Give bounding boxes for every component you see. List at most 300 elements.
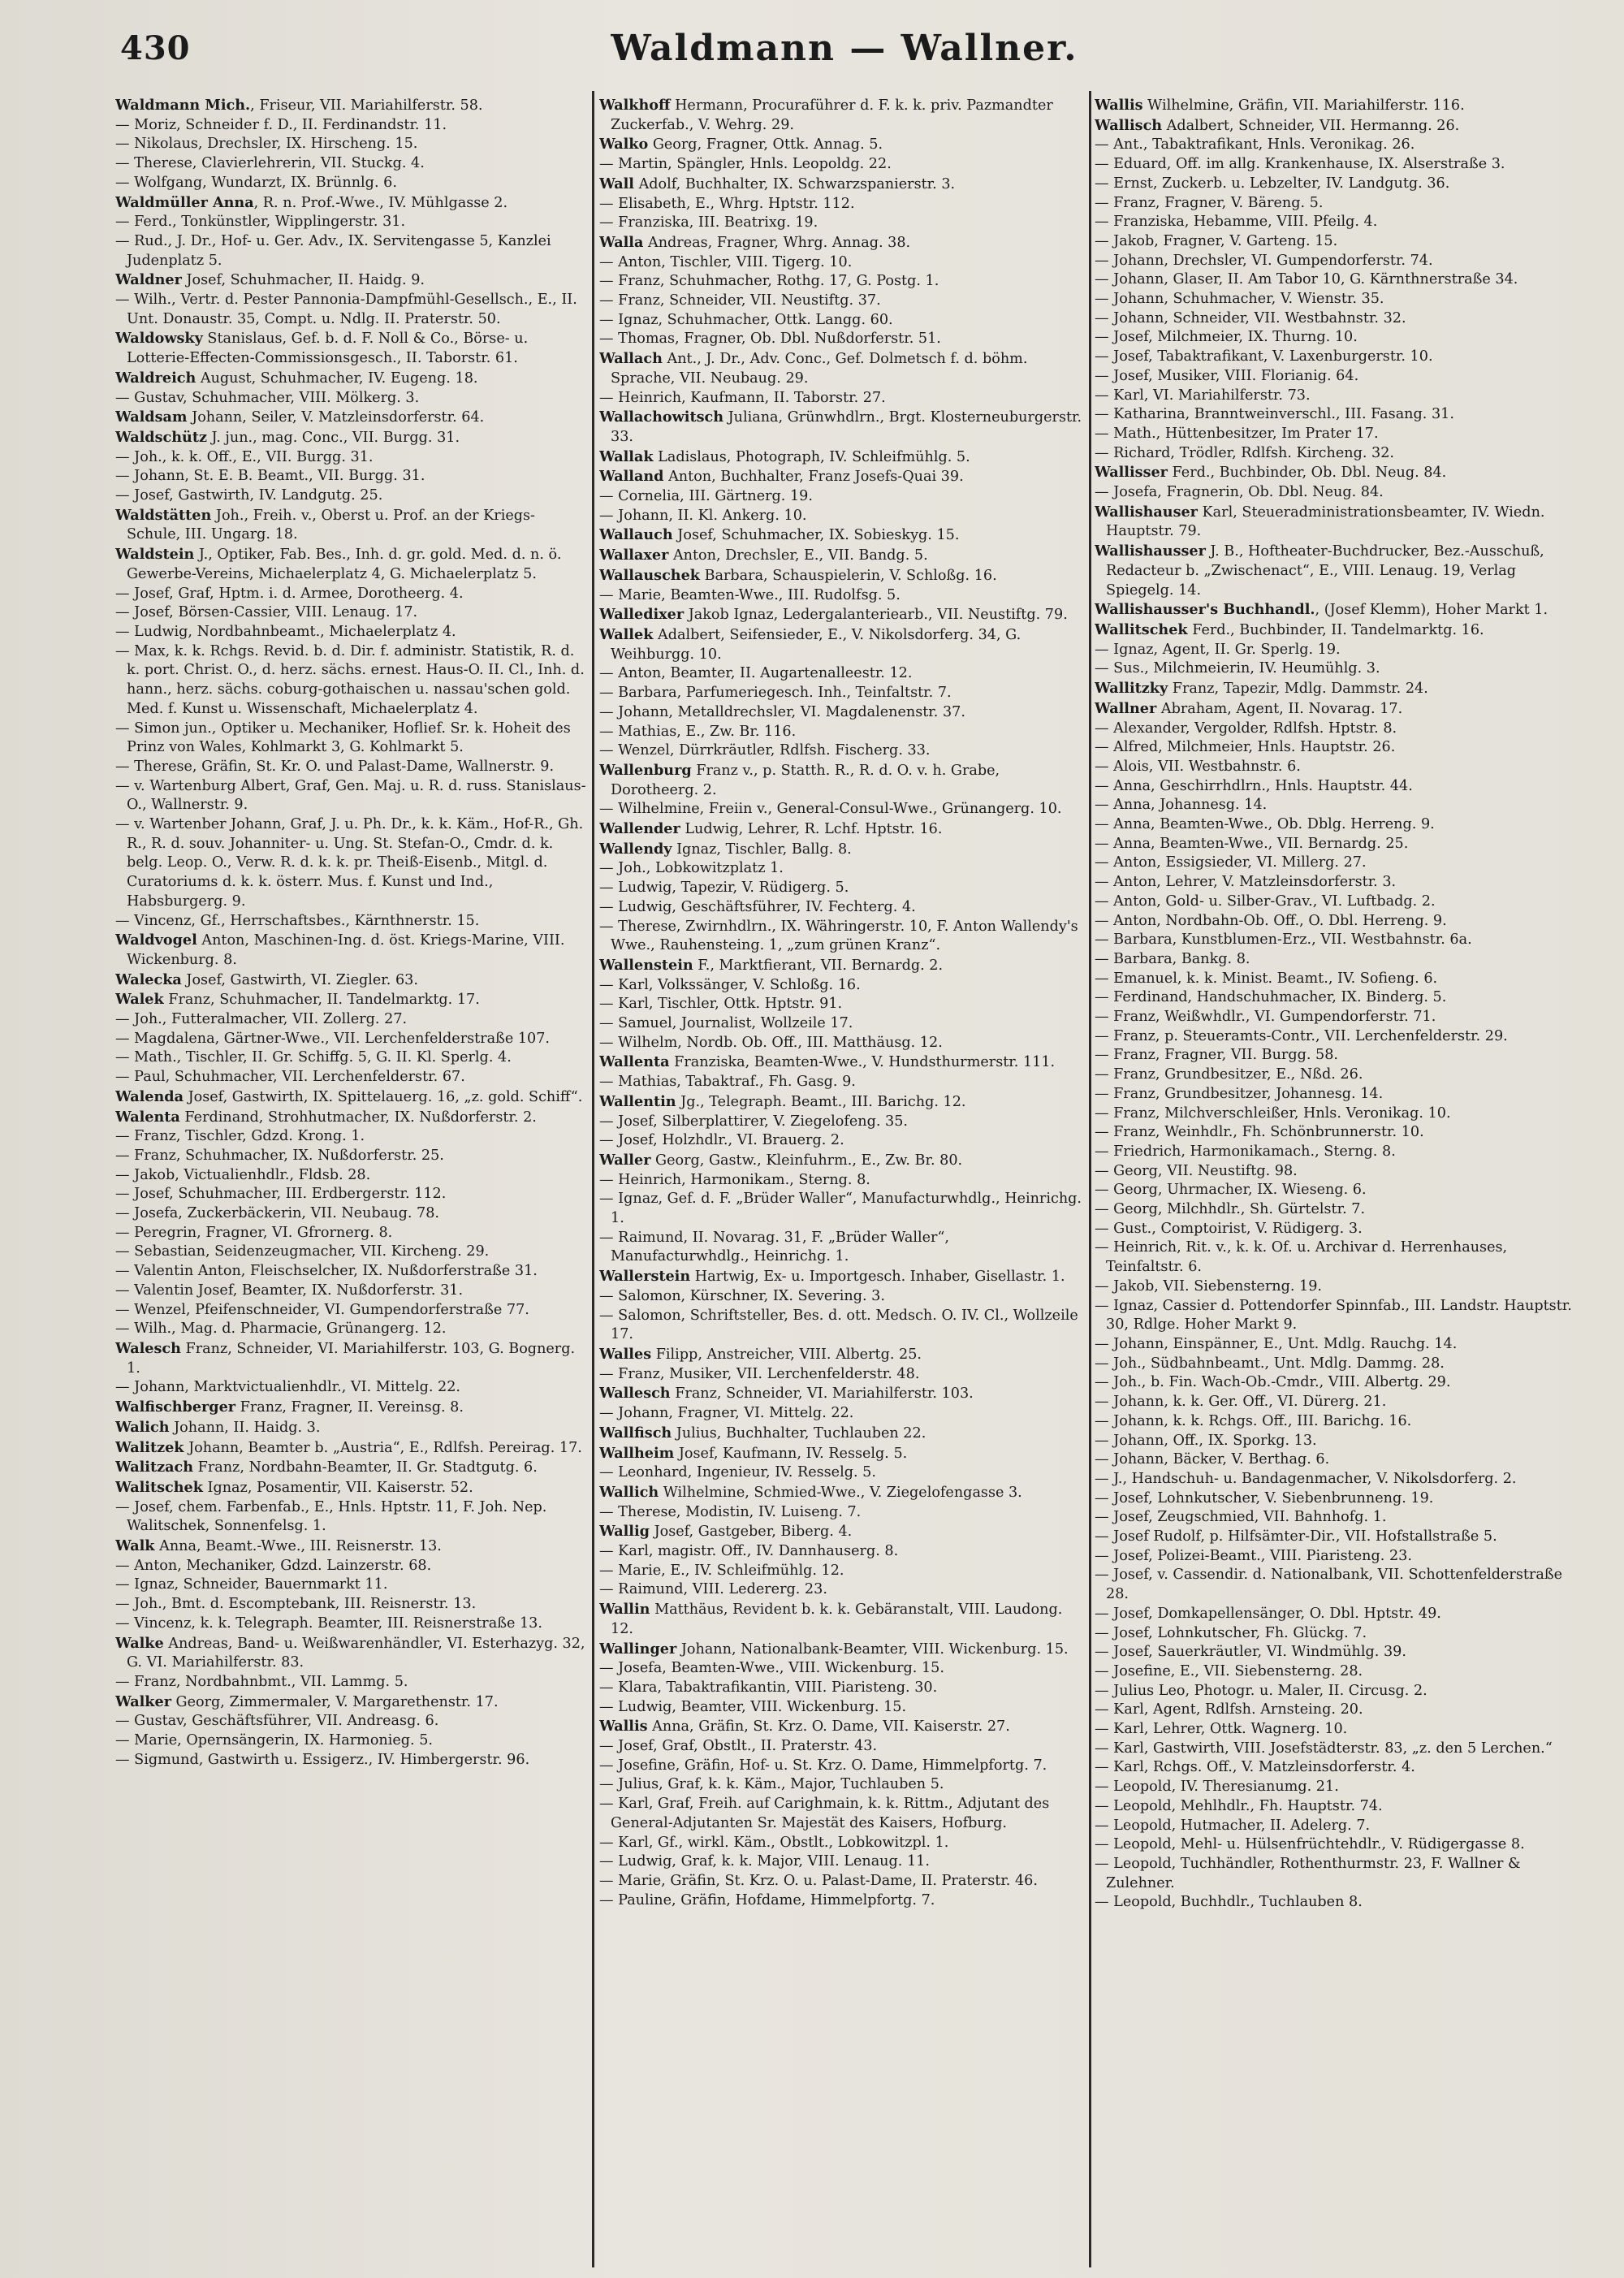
entry-details: — Franz, Schneider, VII. Neustiftg. 37. bbox=[599, 292, 881, 309]
entry-details: — Gustav, Geschäftsführer, VII. Andreasg. 6. bbox=[115, 1713, 439, 1730]
entry-details: — Wilhelmine, Freiin v., General-Consul-Wwe., Grünangerg. 10. bbox=[599, 801, 1062, 818]
entry-details: — Franz, Nordbahnbmt., VII. Lammg. 5. bbox=[115, 1673, 408, 1690]
entry-details: Filipp, Anstreicher, VIII. Albertg. 25. bbox=[651, 1346, 922, 1363]
entry-surname: Walenda bbox=[115, 1087, 184, 1105]
entry-details: — Joh., Lobkowitzplatz 1. bbox=[599, 860, 784, 877]
directory-entry bbox=[1095, 1605, 1582, 1624]
directory-entry bbox=[1095, 1238, 1582, 1277]
directory-entry bbox=[1095, 116, 1582, 136]
directory-entry bbox=[115, 720, 588, 758]
directory-entry bbox=[599, 135, 1086, 155]
entry-surname: Wallerstein bbox=[599, 1268, 691, 1286]
entry-details: — Anton, Nordbahn-Ob. Off., O. Dbl. Herreng. 9. bbox=[1095, 912, 1447, 929]
directory-entry bbox=[599, 1384, 1086, 1404]
directory-entry bbox=[599, 467, 1086, 487]
entry-details: — Thomas, Fragner, Ob. Dbl. Nußdorferstr. 51. bbox=[599, 331, 941, 348]
directory-entry bbox=[115, 1320, 588, 1339]
entry-details: — Mathias, E., Zw. Br. 116. bbox=[599, 723, 797, 740]
entry-details: — Anton, Gold- u. Silber-Grav., VI. Luftbadg. 2. bbox=[1095, 893, 1436, 910]
entry-details: Jg., Telegraph. Beamt., III. Barichg. 12. bbox=[676, 1093, 966, 1110]
directory-entry bbox=[115, 232, 588, 270]
directory-entry bbox=[599, 1444, 1086, 1464]
directory-entry bbox=[115, 1614, 588, 1634]
entry-details: — Ignaz, Schuhmacher, Ottk. Langg. 60. bbox=[599, 311, 893, 328]
entry-details: Georg, Zimmermaler, V. Margarethenstr. 17. bbox=[171, 1693, 499, 1710]
directory-entry bbox=[1095, 1778, 1582, 1797]
directory-entry bbox=[115, 291, 588, 329]
directory-entry bbox=[115, 642, 588, 720]
entry-surname: Wallishausser's Buchhandl. bbox=[1095, 601, 1315, 619]
directory-entry bbox=[599, 995, 1086, 1014]
entry-details: Ignaz, Tischler, Ballg. 8. bbox=[672, 841, 852, 858]
entry-details: — Raimund, II. Novarag. 31, F. „Brüder Waller“, Manufacturwhdlg., Heinrichg. 1. bbox=[599, 1229, 949, 1265]
entry-surname: Walfischberger bbox=[115, 1398, 236, 1416]
entry-details: Anton, Buchhalter, Franz Josefs-Quai 39. bbox=[663, 469, 964, 486]
directory-entry bbox=[599, 1503, 1086, 1523]
entry-details: , (Josef Klemm), Hoher Markt 1. bbox=[1315, 602, 1548, 619]
directory-entry bbox=[599, 1757, 1086, 1776]
directory-entry bbox=[115, 1282, 588, 1301]
directory-entry bbox=[1095, 1470, 1582, 1489]
directory-entry bbox=[599, 1287, 1086, 1307]
entry-details: — Leonhard, Ingenieur, IV. Resselg. 5. bbox=[599, 1464, 876, 1481]
directory-entry bbox=[599, 1522, 1086, 1542]
directory-entry bbox=[599, 1014, 1086, 1034]
entry-surname: Walenta bbox=[115, 1108, 180, 1126]
directory-entry bbox=[115, 1301, 588, 1321]
entry-details: J., Optiker, Fab. Bes., Inh. d. gr. gold. Med. d. n. ö. Gewerbe-Vereins, Michaelerplatz 4, G. Michaelerplatz 5. bbox=[127, 547, 562, 582]
directory-entry bbox=[1095, 387, 1582, 406]
directory-entry bbox=[1095, 463, 1582, 483]
directory-entry bbox=[599, 349, 1086, 388]
directory-entry bbox=[599, 1267, 1086, 1287]
entry-details: Anton, Drechsler, E., VII. Bandg. 5. bbox=[668, 547, 928, 564]
entry-details: — Johann, Fragner, VI. Mittelg. 22. bbox=[599, 1405, 854, 1422]
directory-entry bbox=[1095, 854, 1582, 873]
column-divider bbox=[592, 91, 594, 2267]
directory-entry bbox=[1095, 1355, 1582, 1374]
entry-details: Ignaz, Posamentir, VII. Kaiserstr. 52. bbox=[202, 1479, 473, 1496]
entry-details: — Josef, Börsen-Cassier, VIII. Lenaug. 17. bbox=[115, 604, 418, 621]
directory-entry bbox=[599, 546, 1086, 566]
entry-details: Franziska, Beamten-Wwe., V. Hundsthurmerstr. 111. bbox=[669, 1054, 1056, 1071]
entry-surname: Wallin bbox=[599, 1601, 650, 1619]
entry-details: Franz, Schuhmacher, II. Tandelmarktg. 17. bbox=[163, 992, 480, 1009]
entry-details: — Heinrich, Harmonikam., Sterng. 8. bbox=[599, 1171, 870, 1188]
directory-entry bbox=[1095, 796, 1582, 815]
directory-entry bbox=[115, 623, 588, 642]
entry-details: — Josef, Musiker, VIII. Florianig. 64. bbox=[1095, 367, 1359, 384]
directory-entry bbox=[1095, 425, 1582, 444]
entry-details: — Joh., k. k. Off., E., VII. Burgg. 31. bbox=[115, 448, 374, 465]
entry-details: — Anton, Beamter, II. Augartenalleestr. 12. bbox=[599, 665, 913, 682]
entry-details: Julius, Buchhalter, Tuchlauben 22. bbox=[672, 1424, 926, 1442]
entry-details: Josef, Schuhmacher, IX. Sobieskyg. 15. bbox=[672, 527, 960, 544]
directory-entry bbox=[1095, 912, 1582, 932]
entry-surname: Waldstein bbox=[115, 546, 195, 564]
entry-details: — Leopold, Mehl- u. Hülsenfrüchtehdlr., V. Rüdigergasse 8. bbox=[1095, 1836, 1525, 1853]
entry-details: — Therese, Gräfin, St. Kr. O. und Palast-Dame, Wallnerstr. 9. bbox=[115, 758, 555, 775]
entry-details: Joh., Freih. v., Oberst u. Prof. an der Kriegs-Schule, III. Ungarg. 18. bbox=[127, 507, 535, 543]
entry-details: — Franz, Schuhmacher, IX. Nußdorferstr. 25. bbox=[115, 1147, 444, 1164]
directory-entry bbox=[1095, 1085, 1582, 1104]
entry-details: — Johann, Bäcker, V. Berthag. 6. bbox=[1095, 1451, 1330, 1468]
entry-surname: Wallesch bbox=[599, 1385, 671, 1403]
directory-entry bbox=[599, 956, 1086, 976]
directory-entry bbox=[599, 859, 1086, 879]
directory-entry bbox=[1095, 893, 1582, 912]
entry-details: — Ludwig, Beamter, VIII. Wickenburg. 15. bbox=[599, 1698, 907, 1715]
entry-details: — Nikolaus, Drechsler, IX. Hirscheng. 15. bbox=[115, 136, 418, 153]
entry-details: — Johann, k. k. Rchgs. Off., III. Barichg. 16. bbox=[1095, 1412, 1412, 1429]
entry-details: — Therese, Modistin, IV. Luiseng. 7. bbox=[599, 1503, 862, 1520]
entry-details: — Magdalena, Gärtner-Wwe., VII. Lerchenfelderstraße 107. bbox=[115, 1030, 551, 1047]
directory-entry bbox=[1095, 252, 1582, 271]
entry-details: Johann, II. Haidg. 3. bbox=[169, 1419, 321, 1436]
entry-details: — v. Wartenber Johann, Graf, J. u. Ph. Dr., k. k. Käm., Hof-R., Gh. R., R. d. souv. Johanniter- u. Ung. St. Stefan-O., Cmdr. d. k. belg. Leop. O., Verw. R. d. k. k. pr. Theiß-Eisenb., Mitgl. d. Curatoriums d. k. k. österr. Mus. f. Kunst und Ind., Habsburgerg. 9. bbox=[115, 816, 584, 910]
entry-details: — Josef, Holzhdlr., VI. Brauerg. 2. bbox=[599, 1132, 844, 1149]
directory-entry bbox=[1095, 1393, 1582, 1412]
entry-surname: Walles bbox=[599, 1346, 652, 1363]
directory-entry bbox=[599, 840, 1086, 860]
entry-surname: Wallner bbox=[1095, 699, 1157, 717]
directory-entry bbox=[115, 154, 588, 174]
entry-details: — Franz, Grundbesitzer, Johannesg. 14. bbox=[1095, 1085, 1384, 1102]
entry-details: — Josef, chem. Farbenfab., E., Hnls. Hptstr. 11, F. Joh. Nep. Walitschek, Sonnenfelsg. 1. bbox=[115, 1498, 547, 1535]
entry-surname: Walitschek bbox=[115, 1478, 203, 1496]
entry-details: — Josef, Silberplattirer, V. Ziegelofeng. 35. bbox=[599, 1113, 909, 1130]
entry-details: — Josef, Graf, Hptm. i. d. Armee, Dorotheerg. 4. bbox=[115, 585, 464, 602]
entry-details: — Joh., Bmt. d. Escomptebank, III. Reisnerstr. 13. bbox=[115, 1596, 477, 1613]
directory-entry bbox=[1095, 1758, 1582, 1778]
entry-details: — Alexander, Vergolder, Rdlfsh. Hptstr. 8. bbox=[1095, 720, 1397, 737]
entry-details: — Wilhelm, Nordb. Ob. Off., III. Matthäusg. 12. bbox=[599, 1034, 943, 1051]
directory-entry bbox=[1095, 679, 1582, 699]
entry-details: Adalbert, Seifensieder, E., V. Nikolsdorferg. 34, G. Weihburgg. 10. bbox=[611, 626, 1021, 663]
entry-surname: Wallisser bbox=[1095, 464, 1168, 482]
entry-details: — Joh., b. Fin. Wach-Ob.-Cmdr., VIII. Albertg. 29. bbox=[1095, 1374, 1451, 1391]
entry-details: — Samuel, Journalist, Wollzeile 17. bbox=[599, 1015, 853, 1032]
directory-entry bbox=[1095, 1335, 1582, 1355]
directory-entry bbox=[1095, 1143, 1582, 1162]
entry-details: — Barbara, Bankg. 8. bbox=[1095, 950, 1250, 967]
entry-details: — Ant., Tabaktrafikant, Hnls. Veronikag. 26. bbox=[1095, 136, 1415, 153]
entry-surname: Wallachowitsch bbox=[599, 408, 723, 426]
entry-surname: Wallender bbox=[599, 820, 680, 838]
entry-details: — Josef, Lohnkutscher, V. Siebenbrunneng. 19. bbox=[1095, 1489, 1434, 1506]
entry-details: Anton, Maschinen-Ing. d. öst. Kriegs-Marine, VIII. Wickenburg. 8. bbox=[127, 932, 565, 968]
entry-details: — Heinrich, Kaufmann, II. Taborstr. 27. bbox=[599, 389, 886, 406]
entry-details: — Karl, magistr. Off., IV. Dannhauserg. 8. bbox=[599, 1543, 899, 1560]
directory-entry bbox=[115, 1634, 588, 1673]
entry-surname: Wallheim bbox=[599, 1444, 675, 1462]
directory-entry bbox=[1095, 835, 1582, 854]
directory-entry bbox=[599, 664, 1086, 684]
entry-details: — Franz, Milchverschleißer, Hnls. Veronikag. 10. bbox=[1095, 1104, 1451, 1122]
directory-entry bbox=[115, 135, 588, 154]
directory-entry bbox=[115, 931, 588, 970]
directory-entry bbox=[599, 311, 1086, 331]
directory-entry bbox=[115, 174, 588, 193]
entry-details: Andreas, Band- u. Weißwarenhändler, VI. Esterhazyg. 32, G. VI. Mariahilferstr. 83. bbox=[127, 1635, 585, 1671]
entry-surname: Waldner bbox=[115, 271, 182, 289]
directory-entry bbox=[1095, 1547, 1582, 1567]
directory-entry bbox=[599, 1131, 1086, 1151]
directory-entry bbox=[115, 1731, 588, 1751]
entry-surname: Walke bbox=[115, 1634, 164, 1652]
entry-surname: Waldmüller Anna bbox=[115, 193, 254, 211]
entry-details: Ladislaus, Photograph, IV. Schleifmühlg. 5. bbox=[653, 448, 970, 465]
directory-entry bbox=[1095, 988, 1582, 1008]
entry-surname: Waller bbox=[599, 1151, 651, 1169]
directory-entry bbox=[599, 879, 1086, 898]
directory-entry bbox=[115, 1673, 588, 1692]
directory-entry bbox=[115, 1108, 588, 1128]
entry-details: — Franz, p. Steueramts-Contr., VII. Lerchenfelderstr. 29. bbox=[1095, 1027, 1508, 1044]
directory-entry bbox=[1095, 1200, 1582, 1220]
entry-details: Anna, Gräfin, St. Krz. O. Dame, VII. Kaiserstr. 27. bbox=[647, 1718, 1010, 1736]
entry-surname: Wallenta bbox=[599, 1053, 670, 1071]
directory-entry bbox=[599, 1891, 1086, 1911]
directory-entry bbox=[1095, 1720, 1582, 1740]
directory-entry bbox=[599, 214, 1086, 233]
entry-details: — Richard, Trödler, Rdlfsh. Kircheng. 32. bbox=[1095, 444, 1395, 461]
entry-details: Josef, Gastgeber, Biberg. 4. bbox=[649, 1524, 853, 1541]
directory-column-1 bbox=[115, 96, 588, 2264]
entry-details: — Martin, Spängler, Hnls. Leopoldg. 22. bbox=[599, 156, 892, 173]
entry-details: — Johann, k. k. Ger. Off., VI. Dürerg. 21. bbox=[1095, 1394, 1387, 1411]
entry-details: — Josef Rudolf, p. Hilfsämter-Dir., VII. Hofstallstraße 5. bbox=[1095, 1528, 1497, 1545]
entry-surname: Wall bbox=[599, 175, 634, 192]
directory-entry bbox=[599, 155, 1086, 175]
entry-surname: Walla bbox=[599, 233, 644, 251]
page-number: 430 bbox=[120, 29, 191, 67]
directory-entry bbox=[115, 1478, 588, 1498]
entry-details: , R. n. Prof.-Wwe., IV. Mühlgasse 2. bbox=[253, 194, 508, 211]
directory-entry bbox=[115, 1087, 588, 1108]
entry-details: — Barbara, Parfumeriegesch. Inh., Teinfaltstr. 7. bbox=[599, 685, 952, 702]
directory-entry bbox=[1095, 405, 1582, 425]
entry-details: — Gustav, Schuhmacher, VIII. Mölkerg. 3. bbox=[115, 389, 420, 406]
entry-surname: Wallig bbox=[599, 1523, 650, 1541]
entry-details: — Josef, Gastwirth, IV. Landgutg. 25. bbox=[115, 487, 383, 504]
directory-entry bbox=[115, 1576, 588, 1595]
entry-details: — Josef, Sauerkräutler, VI. Windmühlg. 39. bbox=[1095, 1644, 1406, 1661]
directory-entry bbox=[1095, 1162, 1582, 1182]
entry-details: — Johann, Metalldrechsler, VI. Magdalenenstr. 37. bbox=[599, 703, 965, 720]
entry-details: — Karl, Gf., wirkl. Käm., Obstlt., Lobkowitzpl. 1. bbox=[599, 1834, 949, 1851]
directory-entry bbox=[115, 990, 588, 1010]
entry-details: — Georg, VII. Neustiftg. 98. bbox=[1095, 1162, 1298, 1179]
directory-entry bbox=[115, 1458, 588, 1478]
entry-details: — Josef, Tabaktrafikant, V. Laxenburgerstr. 10. bbox=[1095, 348, 1433, 365]
entry-details: — Jakob, Victualienhdlr., Fldsb. 28. bbox=[115, 1166, 371, 1183]
directory-entry bbox=[115, 1147, 588, 1166]
entry-details: Georg, Gastw., Kleinfuhrm., E., Zw. Br. 80. bbox=[650, 1152, 963, 1169]
directory-entry bbox=[1095, 1432, 1582, 1451]
entry-surname: Wallich bbox=[599, 1483, 659, 1501]
directory-entry bbox=[1095, 1662, 1582, 1682]
entry-surname: Wallfisch bbox=[599, 1424, 672, 1442]
entry-details: Karl, Steueradministrationsbeamter, IV. Wiedn. Hauptstr. 79. bbox=[1106, 504, 1545, 540]
directory-entry bbox=[1095, 1701, 1582, 1720]
directory-entry bbox=[1095, 1508, 1582, 1528]
directory-entry bbox=[1095, 270, 1582, 290]
entry-surname: Walker bbox=[115, 1692, 171, 1710]
entry-details: — Josefa, Zuckerbäckerin, VII. Neubaug. 78. bbox=[115, 1205, 440, 1222]
directory-entry bbox=[599, 605, 1086, 625]
directory-entry bbox=[599, 723, 1086, 742]
entry-details: — Leopold, Buchhdlr., Tuchlauben 8. bbox=[1095, 1894, 1363, 1911]
entry-details: — Johann, Drechsler, VI. Gumpendorferstr. 74. bbox=[1095, 252, 1433, 269]
entry-surname: Walecka bbox=[115, 970, 182, 988]
entry-surname: Wallitzky bbox=[1095, 680, 1168, 698]
directory-entry bbox=[599, 1640, 1086, 1660]
directory-entry bbox=[115, 1166, 588, 1186]
entry-details: — Anton, Tischler, VIII. Tigerg. 10. bbox=[599, 253, 853, 270]
entry-surname: Wallenstein bbox=[599, 956, 693, 974]
directory-entry bbox=[115, 1751, 588, 1770]
entry-details: — Johann, Schneider, VII. Westbahnstr. 32. bbox=[1095, 309, 1406, 326]
directory-entry bbox=[1095, 194, 1582, 214]
entry-details: — Wolfgang, Wundarzt, IX. Brünnlg. 6. bbox=[115, 174, 397, 191]
directory-entry bbox=[115, 329, 588, 368]
entry-details: — Karl, VI. Mariahilferstr. 73. bbox=[1095, 387, 1311, 404]
entry-details: Franz, Schneider, VI. Mariahilferstr. 103. bbox=[670, 1385, 974, 1403]
directory-entry bbox=[599, 1092, 1086, 1113]
entry-details: Johann, Nationalbank-Beamter, VIII. Wickenburg. 15. bbox=[676, 1640, 1069, 1658]
entry-surname: Waldreich bbox=[115, 369, 197, 387]
directory-entry bbox=[1095, 136, 1582, 155]
directory-entry bbox=[1095, 1624, 1582, 1644]
directory-entry bbox=[115, 1418, 588, 1438]
entry-details: J. jun., mag. Conc., VII. Burgg. 31. bbox=[206, 429, 460, 446]
entry-details: — Franz, Tischler, Gdzd. Krong. 1. bbox=[115, 1128, 365, 1145]
entry-surname: Walkhoff bbox=[599, 97, 671, 114]
entry-details: Franz, Tapezir, Mdlg. Dammstr. 24. bbox=[1168, 681, 1428, 698]
directory-entry bbox=[599, 1463, 1086, 1483]
directory-entry bbox=[115, 213, 588, 232]
entry-details: — Max, k. k. Rchgs. Revid. b. d. Dir. f. administr. Statistik, R. d. k. port. Christ. O., d. herz. sächs. ernest. Haus-O. II. Cl., Inh. d. hann., herz. sächs. coburg-gothaischen u. nassau'schen gold. Med. f. Kunst u. Wissenschaft, Michaelerplatz 4. bbox=[115, 642, 585, 717]
directory-entry bbox=[115, 545, 588, 584]
directory-entry bbox=[115, 1438, 588, 1459]
entry-details: — Peregrin, Fragner, VI. Gfrornerg. 8. bbox=[115, 1224, 393, 1241]
directory-entry bbox=[115, 1712, 588, 1731]
entry-details: — Katharina, Branntweinverschl., III. Fasang. 31. bbox=[1095, 406, 1454, 423]
directory-entry bbox=[115, 1339, 588, 1378]
directory-entry bbox=[115, 486, 588, 506]
entry-details: — Simon jun., Optiker u. Mechaniker, Hoflief. Sr. k. Hoheit des Prinz von Wales, Kohlmarkt 3, G. Kohlmarkt 5. bbox=[115, 720, 571, 756]
entry-surname: Wallisch bbox=[1095, 116, 1163, 134]
entry-details: — Sigmund, Gastwirth u. Essigerz., IV. Himbergerstr. 96. bbox=[115, 1751, 530, 1768]
entry-details: — Barbara, Kunstblumen-Erz., VII. Westbahnstr. 6a. bbox=[1095, 932, 1472, 949]
directory-entry bbox=[1095, 641, 1582, 660]
directory-entry bbox=[599, 819, 1086, 840]
directory-entry bbox=[1095, 1489, 1582, 1509]
entry-surname: Wallaxer bbox=[599, 547, 669, 564]
directory-entry bbox=[115, 1224, 588, 1243]
entry-details: — Emanuel, k. k. Minist. Beamt., IV. Sofieng. 6. bbox=[1095, 970, 1438, 987]
entry-details: — Friedrich, Harmonikamach., Sterng. 8. bbox=[1095, 1143, 1396, 1160]
directory-entry bbox=[599, 1307, 1086, 1345]
entry-surname: Walitzach bbox=[115, 1459, 194, 1476]
entry-details: — Ludwig, Geschäftsführer, IV. Fechterg. 4. bbox=[599, 898, 916, 915]
entry-details: — Pauline, Gräfin, Hofdame, Himmelpfortg. 7. bbox=[599, 1891, 935, 1908]
directory-entry bbox=[115, 270, 588, 291]
entry-details: Franz v., p. Statth. R., R. d. O. v. h. Grabe, Dorotheerg. 2. bbox=[611, 762, 1000, 798]
entry-details: — Josef, Graf, Obstlt., II. Praterstr. 43. bbox=[599, 1738, 878, 1755]
column-divider bbox=[1089, 91, 1091, 2267]
directory-entry bbox=[115, 1378, 588, 1398]
directory-entry bbox=[599, 741, 1086, 761]
directory-entry bbox=[1095, 1797, 1582, 1817]
entry-details: — Karl, Lehrer, Ottk. Wagnerg. 10. bbox=[1095, 1721, 1348, 1738]
entry-surname: Wallendy bbox=[599, 840, 672, 858]
entry-details: — Valentin Josef, Beamter, IX. Nußdorferstr. 31. bbox=[115, 1282, 464, 1299]
entry-details: Josef, Schuhmacher, II. Haidg. 9. bbox=[181, 272, 425, 289]
directory-column-3 bbox=[1095, 96, 1582, 2264]
entry-details: Stanislaus, Gef. b. d. F. Noll & Co., Börse- u. Lotterie-Effecten-Commissionsgesch., II. Taborstr. 61. bbox=[127, 331, 529, 367]
directory-entry bbox=[599, 1190, 1086, 1228]
directory-entry bbox=[599, 272, 1086, 292]
directory-entry bbox=[599, 1852, 1086, 1872]
entry-details: — Ludwig, Graf, k. k. Major, VIII. Lenaug. 11. bbox=[599, 1853, 930, 1870]
directory-entry bbox=[599, 703, 1086, 723]
entry-surname: Walitzek bbox=[115, 1438, 184, 1456]
entry-details: Franz, Nordbahn-Beamter, II. Gr. Stadtgutg. 6. bbox=[193, 1459, 538, 1476]
directory-entry bbox=[599, 330, 1086, 349]
entry-details: — Sus., Milchmeierin, IV. Heumühlg. 3. bbox=[1095, 660, 1380, 677]
entry-details: — Ludwig, Tapezir, V. Rüdigerg. 5. bbox=[599, 880, 849, 897]
directory-entry bbox=[599, 1404, 1086, 1424]
directory-entry bbox=[599, 195, 1086, 214]
entry-surname: Wallenburg bbox=[599, 761, 692, 779]
directory-entry bbox=[599, 1580, 1086, 1600]
directory-entry bbox=[1095, 758, 1582, 777]
directory-entry bbox=[599, 1365, 1086, 1385]
directory-entry bbox=[1095, 1297, 1582, 1335]
directory-entry bbox=[1095, 232, 1582, 252]
entry-details: — Franz, Weinhdlr., Fh. Schönbrunnerstr. 10. bbox=[1095, 1124, 1424, 1141]
directory-entry bbox=[599, 447, 1086, 468]
entry-details: — Georg, Milchhdlr., Sh. Gürtelstr. 7. bbox=[1095, 1201, 1366, 1218]
entry-details: — Anna, Beamten-Wwe., Ob. Dblg. Herreng. 9. bbox=[1095, 816, 1435, 833]
directory-entry bbox=[115, 96, 588, 116]
entry-details: — Anton, Lehrer, V. Matzleinsdorferstr. 3. bbox=[1095, 874, 1397, 891]
directory-entry bbox=[1095, 1181, 1582, 1200]
directory-entry bbox=[115, 467, 588, 486]
entry-details: — Josef, Lohnkutscher, Fh. Glückg. 7. bbox=[1095, 1624, 1367, 1641]
directory-entry bbox=[115, 1204, 588, 1224]
entry-details: Franz, Schneider, VI. Mariahilferstr. 103, G. Bognerg. 1. bbox=[127, 1341, 576, 1377]
entry-details: — Josefine, E., VII. Siebensterng. 28. bbox=[1095, 1662, 1363, 1679]
directory-entry bbox=[1095, 931, 1582, 950]
entry-details: — Josef, Schuhmacher, III. Erdbergerstr. 112. bbox=[115, 1186, 447, 1203]
directory-entry bbox=[1095, 873, 1582, 893]
entry-details: — Alfred, Milchmeier, Hnls. Hauptstr. 26. bbox=[1095, 739, 1396, 756]
directory-entry bbox=[115, 815, 588, 912]
entry-details: — Therese, Clavierlehrerin, VII. Stuckg. 4. bbox=[115, 155, 425, 172]
directory-entry bbox=[115, 777, 588, 815]
directory-entry bbox=[115, 1595, 588, 1614]
entry-surname: Wallishauser bbox=[1095, 503, 1198, 521]
entry-details: — Georg, Uhrmacher, IX. Wieseng. 6. bbox=[1095, 1182, 1367, 1199]
entry-details: — Wilh., Mag. d. Pharmacie, Grünangerg. 12. bbox=[115, 1321, 447, 1338]
directory-entry bbox=[599, 1151, 1086, 1171]
directory-entry bbox=[1095, 970, 1582, 989]
directory-entry bbox=[1095, 348, 1582, 367]
directory-entry bbox=[1095, 1123, 1582, 1143]
